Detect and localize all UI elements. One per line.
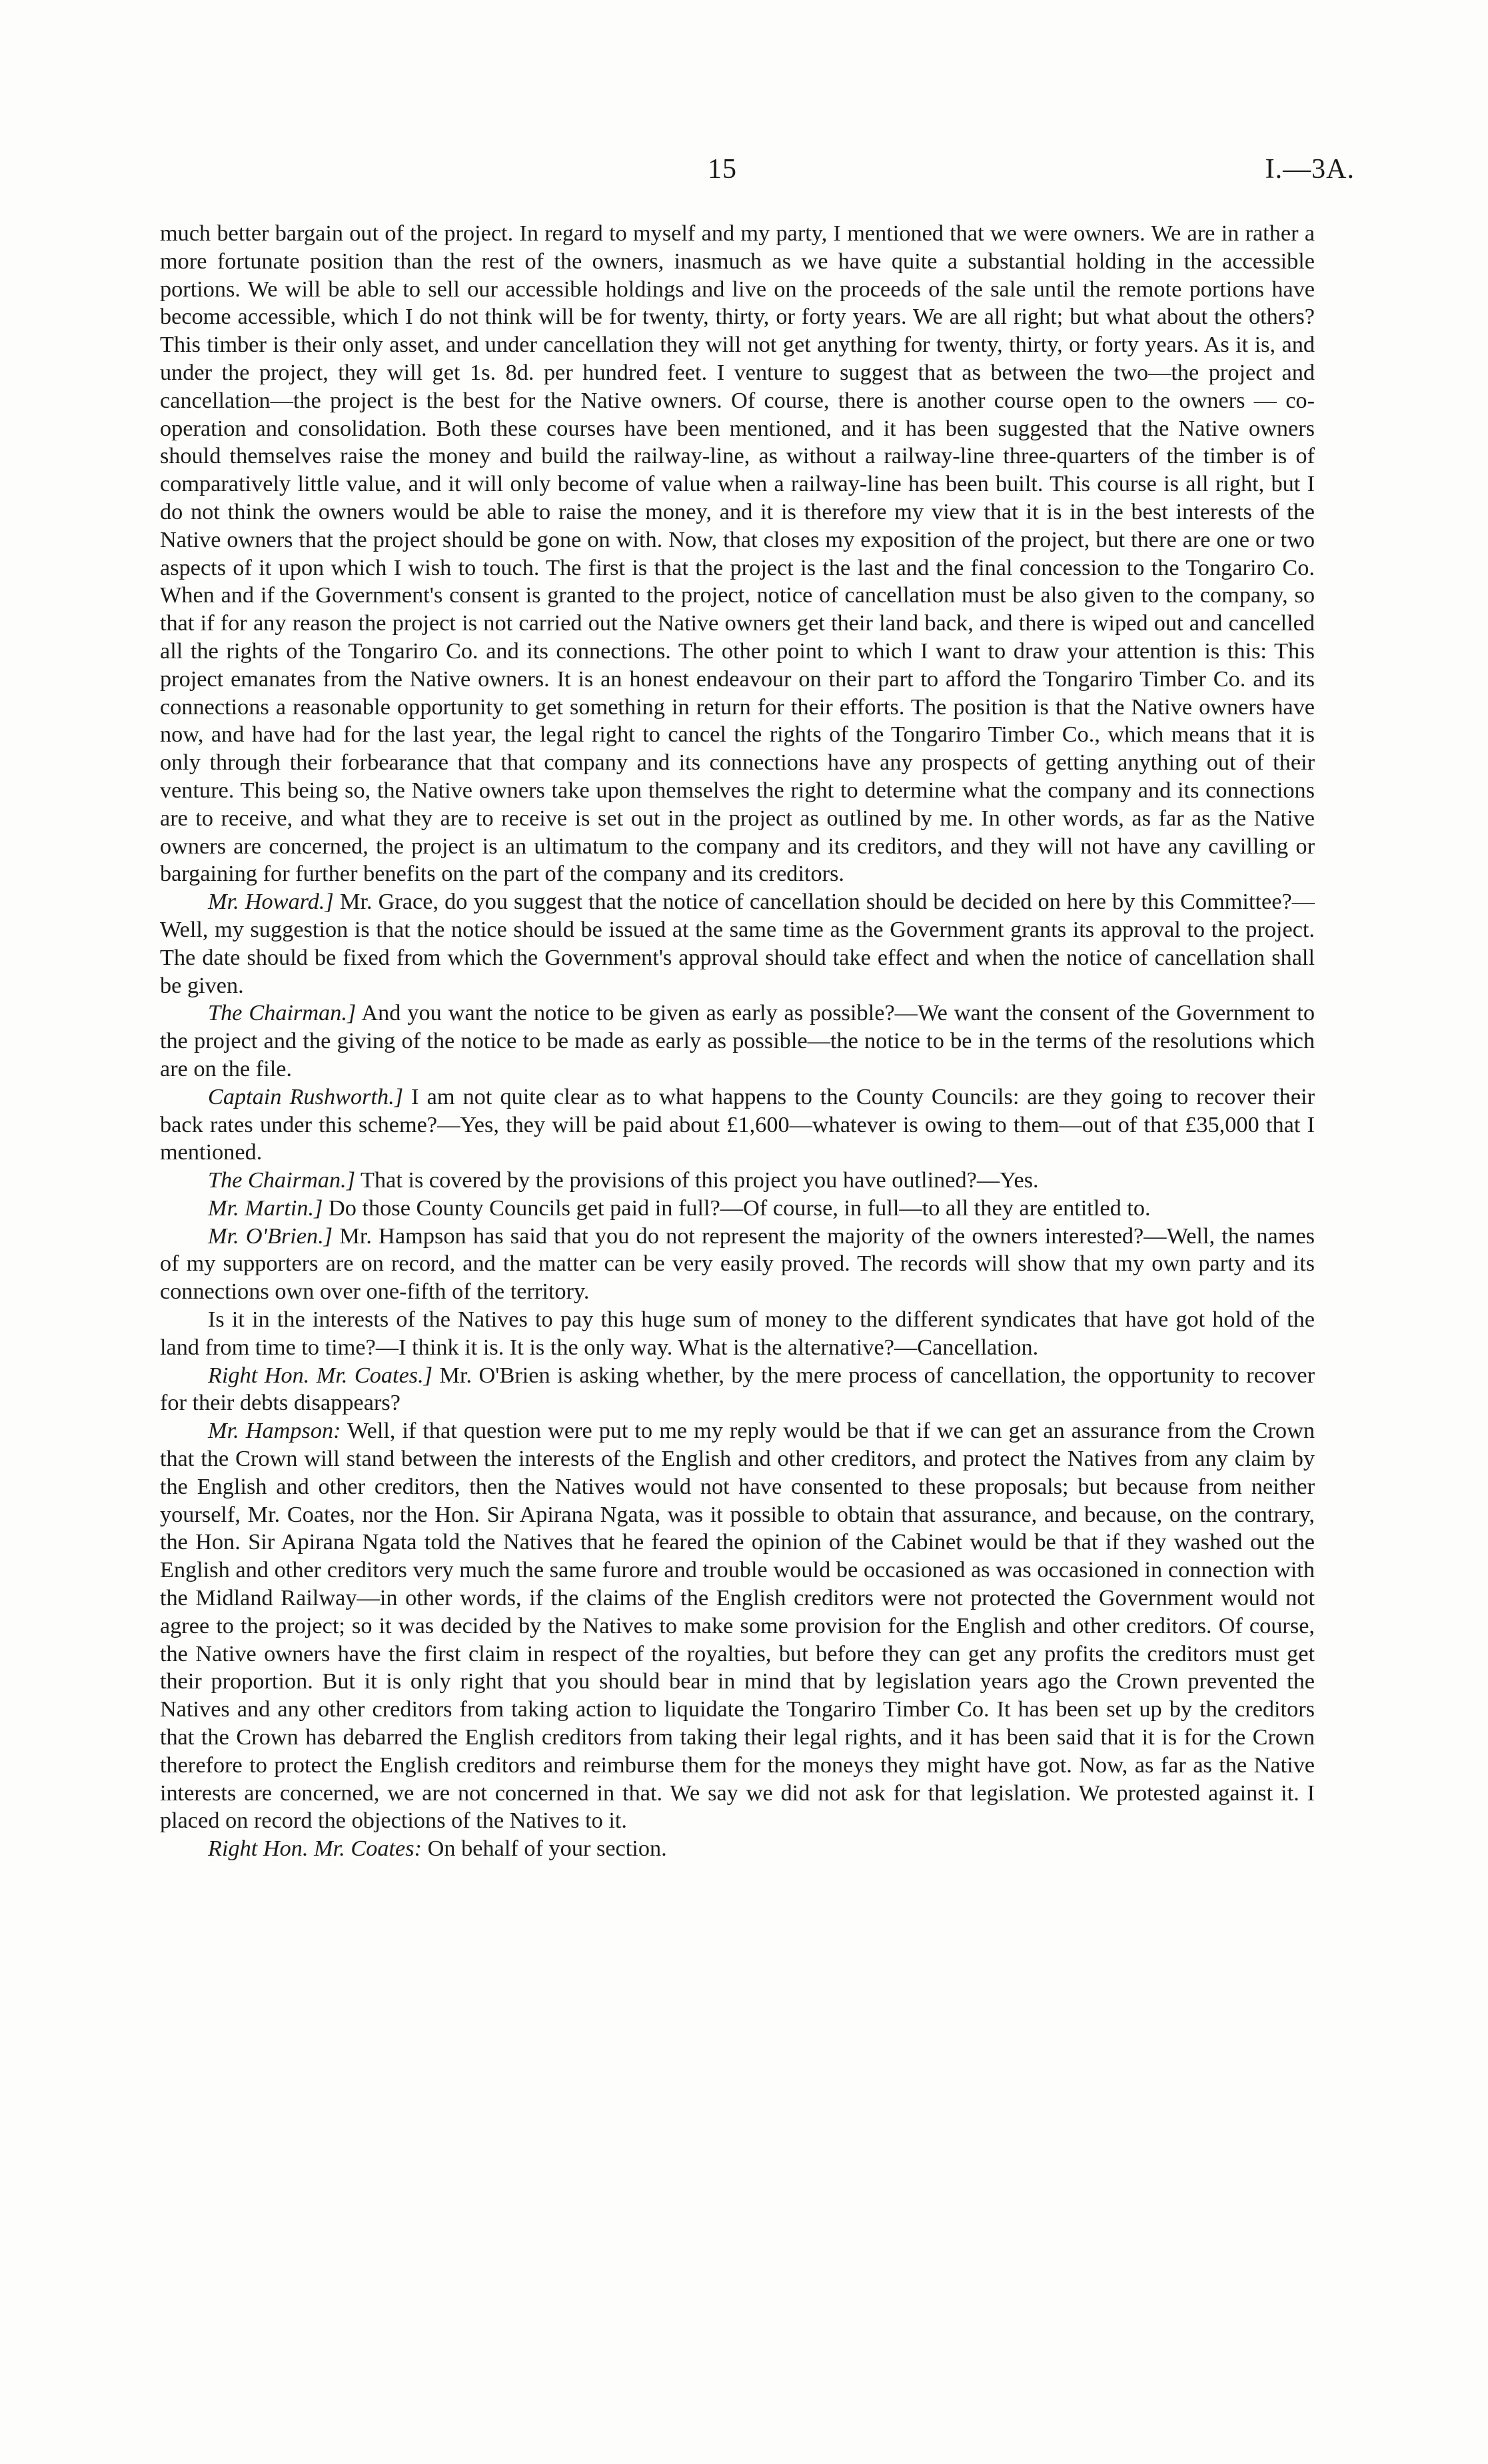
paragraph [160, 1835, 1315, 1863]
body-text [160, 220, 1315, 1863]
paragraph [160, 888, 1315, 999]
speaker-label: Right Hon. Mr. Coates.] [208, 1362, 433, 1388]
paragraph-text: Well, if that question were put to me my reply would be that if we can get an assurance from the Crown that the Crown will stand between the interests of the English and other creditors, and protect the Natives from any claim by the English and other creditors, then the Natives would not have consented to these proposals; but because from neither yourself, Mr. Coates, nor the Hon. Sir Apirana Ngata, was it possible to obtain that assurance, and because, on the contrary, the Hon. Sir Apirana Ngata told the Natives that he feared the opinion of the Cabinet would be that if they washed out the English and other creditors very much the same furore and trouble would be occasioned as was occasioned in connection with the Midland Railway—in other words, if the claims of the English creditors were not protected the Government would not agree to the project; so it was decided by the Natives to make some provision for the English and other creditors. Of course, the Native owners have the first claim in respect of the royalties, but before they can get any profits the creditors must get their proportion. But it is only right that you should bear in mind that by legislation years ago the Crown prevented the Natives and any other creditors from taking action to liquidate the Tongariro Timber Co. It has been set up by the creditors that the Crown has debarred the English creditors from taking their legal rights, and it has been said that it is for the Crown therefore to protect the English creditors and reimburse them for the moneys they might have got. Now, as far as the Native interests are concerned, we are not concerned in that. We say we did not ask for that legislation. We protested against it. I placed on record the objections of the Natives to it. [160, 1418, 1315, 1834]
paragraph-text: much better bargain out of the project. In regard to myself and my party, I mentioned that we were owners. We are in rather a more fortunate position than the rest of the owners, inasmuch as we have quite a substantial holding in the accessible portions. We will be able to sell our accessible holdings and live on the proceeds of the sale until the remote portions have become accessible, which I do not think will be for twenty, thirty, or forty years. We are all right; but what about the others? This timber is their only asset, and under cancellation they will not get anything for twenty, thirty, or forty years. As it is, and under the project, they will get 1s. 8d. per hundred feet. I venture to suggest that as between the two—the project and cancellation—the project is the best for the Native owners. Of course, there is another course open to the owners — co-operation and consolidation. Both these courses have been mentioned, and it has been suggested that the Native owners should themselves raise the money and build the railway-line, as without a railway-line three-quarters of the timber is of comparatively little value, and it will only become of value when a railway-line has been built. This course is all right, but I do not think the owners would be able to raise the money, and it is therefore my view that it is in the best interests of the Native owners that the project should be gone on with. Now, that closes my exposition of the project, but there are one or two aspects of it upon which I wish to touch. The first is that the project is the last and the final concession to the Tongariro Co. When and if the Government's consent is granted to the project, notice of cancellation must be also given to the company, so that if for any reason the project is not carried out the Native owners get their land back, and there is wiped out and cancelled all the rights of the Tongariro Co. and its connections. The other point to which I want to draw your attention is this: This project emanates from the Native owners. It is an honest endeavour on their part to afford the Tongariro Timber Co. and its connections a reasonable opportunity to get something in return for their efforts. The position is that the Native owners have now, and have had for the last year, the legal right to cancel the rights of the Tongariro Timber Co., which means that it is only through their forbearance that that company and its connections have any prospects of getting anything out of their venture. This being so, the Native owners take upon themselves the right to determine what the company and its connections are to receive, and what they are to receive is set out in the project as outlined by me. In other words, as far as the Native owners are concerned, the project is an ultimatum to the company and its creditors, and they will not have any cavilling or bargaining for further benefits on the part of the company and its creditors. [160, 221, 1315, 887]
paragraph [160, 1195, 1315, 1223]
paragraph-text: That is covered by the provisions of this project you have outlined?—Yes. [355, 1167, 1039, 1193]
paragraph [160, 999, 1315, 1083]
page-number: 15 [708, 154, 737, 185]
paragraph-text: Do those County Councils get paid in full?—Of course, in full—to all they are entitled to. [323, 1195, 1151, 1221]
speaker-label: Captain Rushworth.] [208, 1083, 404, 1109]
paragraph-text: Mr. Grace, do you suggest that the notice of cancellation should be decided on here by this Committee?—Well, my suggestion is that the notice should be issued at the same time as the Government grants its approval to the project. The date should be fixed from which the Government's approval should take effect and when the notice of cancellation shall be given. [160, 889, 1315, 998]
document-code: I.—3A. [1265, 154, 1355, 185]
page-header [0, 153, 1488, 193]
paragraph-text: Mr. Hampson has said that you do not represent the majority of the owners interested?—Well, the names of my supporters are on record, and the matter can be very easily proved. The records will show that my own party and its connections own over one-fifth of the territory. [160, 1223, 1315, 1305]
speaker-label: Mr. Howard.] [208, 889, 334, 915]
paragraph-text: Mr. O'Brien is asking whether, by the mere process of cancellation, the opportunity to recover for their debts disappears? [160, 1362, 1315, 1416]
speaker-label: Mr. Martin.] [208, 1195, 323, 1221]
paragraph-text: I am not quite clear as to what happens to the County Councils: are they going to recover their back rates under this scheme?—Yes, they will be paid about £1,600—whatever is owing to them—out of that £35,000 that I mentioned. [160, 1083, 1315, 1165]
paragraph-text: And you want the notice to be given as early as possible?—We want the consent of the Government to the project and the giving of the notice to be made as early as possible—the notice to be in the terms of the resolutions which are on the file. [160, 1000, 1315, 1081]
paragraph [160, 1417, 1315, 1835]
speaker-label: The Chairman.] [208, 1167, 356, 1193]
paragraph [160, 220, 1315, 888]
speaker-label: The Chairman.] [208, 1000, 357, 1026]
paragraph [160, 1083, 1315, 1167]
paragraph-text: On behalf of your section. [422, 1836, 667, 1862]
speaker-label: Right Hon. Mr. Coates: [208, 1836, 422, 1862]
paragraph [160, 1362, 1315, 1418]
paragraph [160, 1306, 1315, 1362]
speaker-label: Mr. O'Brien.] [208, 1223, 333, 1249]
paragraph [160, 1167, 1315, 1195]
paragraph-text: Is it in the interests of the Natives to pay this huge sum of money to the different syndicates that have got hold of the land from time to time?—I think it is. It is the only way. What is the alternative?—Cancellation. [160, 1307, 1315, 1360]
paragraph [160, 1223, 1315, 1306]
speaker-label: Mr. Hampson: [208, 1418, 341, 1444]
